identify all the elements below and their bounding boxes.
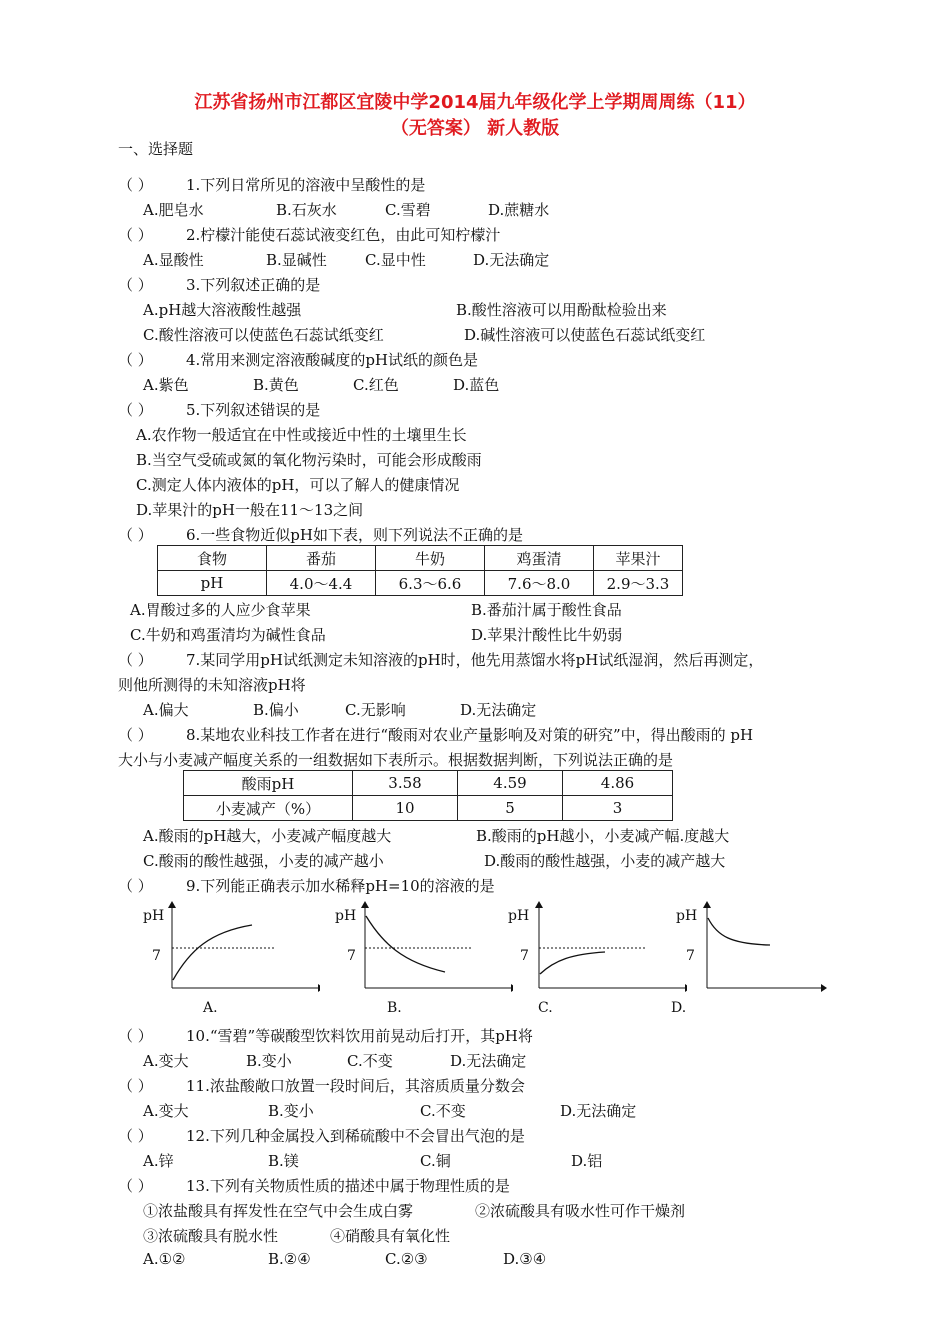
q10-option-d: D.无法确定 <box>450 1052 527 1070</box>
q9-stem: 9.下列能正确表示加水稀释pH=10的溶液的是 <box>186 877 495 895</box>
q8-option-d: D.酸雨的酸性越强，小麦的减产越大 <box>484 852 726 870</box>
table-cell: 3.58 <box>353 771 458 796</box>
graph-c-label: C. <box>538 1000 553 1016</box>
q11-option-b: B.变小 <box>268 1102 314 1120</box>
q12-stem: 12.下列几种金属投入到稀硫酸中不会冒出气泡的是 <box>186 1127 525 1145</box>
table-cell: 牛奶 <box>376 546 485 571</box>
q12-option-c: C.铜 <box>420 1152 451 1170</box>
q3-option-c: C.酸性溶液可以使蓝色石蕊试纸变红 <box>143 326 384 344</box>
q6-option-d: D.苹果汁酸性比牛奶弱 <box>471 626 623 644</box>
q1-option-a: A.肥皂水 <box>143 201 204 219</box>
q11-option-a: A.变大 <box>143 1102 189 1120</box>
table-cell: 7.6～8.0 <box>485 571 594 596</box>
q4-stem: 4.常用来测定溶液酸碱度的pH试纸的颜色是 <box>186 351 478 369</box>
q12-option-b: B.镁 <box>268 1152 299 1170</box>
table-row <box>158 546 683 571</box>
table-row <box>184 771 673 796</box>
table-cell: 4.59 <box>458 771 563 796</box>
table-cell: 2.9～3.3 <box>594 571 683 596</box>
q1-option-c: C.雪碧 <box>385 201 431 219</box>
q3-option-d: D.碱性溶液可以使蓝色石蕊试纸变红 <box>464 326 706 344</box>
graph-d <box>675 900 855 995</box>
graph-b <box>333 900 513 995</box>
q7-option-a: A.偏大 <box>143 701 189 719</box>
graph-d-label: D. <box>671 1000 687 1016</box>
q13-option-c: C.②③ <box>385 1250 428 1268</box>
q1-option-b: B.石灰水 <box>276 201 337 219</box>
table-cell: 4.0～4.4 <box>267 571 376 596</box>
q5-option-d: D.苹果汁的pH一般在11～13之间 <box>136 501 364 519</box>
q4-option-c: C.红色 <box>353 376 399 394</box>
q13-option-b: B.②④ <box>268 1250 311 1268</box>
table-cell: 3 <box>563 796 673 821</box>
q3-option-b: B.酸性溶液可以用酚酞检验出来 <box>456 301 667 319</box>
q8-option-b: B.酸雨的pH越小，小麦减产幅.度越大 <box>476 827 730 845</box>
graph-a-label: A. <box>203 1000 218 1016</box>
q7-option-c: C.无影响 <box>345 701 406 719</box>
answer-blank: （ ） <box>118 1077 153 1095</box>
q13-statement-3: ③浓硫酸具有脱水性 <box>143 1227 279 1245</box>
answer-blank: （ ） <box>118 651 153 669</box>
table-cell: 5 <box>458 796 563 821</box>
answer-blank: （ ） <box>118 877 153 895</box>
q13-statement-1: ①浓盐酸具有挥发性在空气中会生成白雾 <box>143 1202 414 1220</box>
table-cell: 4.86 <box>563 771 673 796</box>
q10-option-a: A.变大 <box>143 1052 189 1070</box>
q1-option-d: D.蔗糖水 <box>488 201 550 219</box>
acid-rain-table <box>183 770 673 821</box>
graph-d-seven: 7 <box>686 948 695 964</box>
answer-blank: （ ） <box>118 1177 153 1195</box>
table-cell: 6.3～6.6 <box>376 571 485 596</box>
graph-a-ylabel: pH <box>143 908 165 924</box>
q6-option-b: B.番茄汁属于酸性食品 <box>471 601 622 619</box>
table-cell: 番茄 <box>267 546 376 571</box>
q8-option-a: A.酸雨的pH越大，小麦减产幅度越大 <box>143 827 392 845</box>
q3-option-a: A.pH越大溶液酸性越强 <box>143 301 302 319</box>
graph-b-seven: 7 <box>347 948 356 964</box>
table-cell: 苹果汁 <box>594 546 683 571</box>
q8-stem-line-2: 大小与小麦减产幅度关系的一组数据如下表所示。根据数据判断，下列说法正确的是 <box>118 751 674 769</box>
q11-option-d: D.无法确定 <box>560 1102 637 1120</box>
q12-option-a: A.锌 <box>143 1152 174 1170</box>
q2-option-a: A.显酸性 <box>143 251 204 269</box>
q3-stem: 3.下列叙述正确的是 <box>186 276 321 294</box>
q6-option-c: C.牛奶和鸡蛋清均为碱性食品 <box>130 626 326 644</box>
q12-option-d: D.铝 <box>571 1152 603 1170</box>
q7-option-b: B.偏小 <box>253 701 299 719</box>
table-cell: 10 <box>353 796 458 821</box>
table-cell: 食物 <box>158 546 267 571</box>
q13-statement-2: ②浓硫酸具有吸水性可作干燥剂 <box>475 1202 686 1220</box>
answer-blank: （ ） <box>118 276 153 294</box>
q2-option-d: D.无法确定 <box>473 251 550 269</box>
graph-c-ylabel: pH <box>508 908 530 924</box>
answer-blank: （ ） <box>118 351 153 369</box>
table-cell: 酸雨pH <box>184 771 353 796</box>
table-row <box>184 796 673 821</box>
q1-stem: 1.下列日常所见的溶液中呈酸性的是 <box>186 176 426 194</box>
q11-option-c: C.不变 <box>420 1102 466 1120</box>
q10-option-c: C.不变 <box>347 1052 393 1070</box>
title-line-2: （无答案） 新人教版 <box>390 118 560 139</box>
q2-option-c: C.显中性 <box>365 251 426 269</box>
q13-option-d: D.③④ <box>503 1250 547 1268</box>
title-line-1: 江苏省扬州市江都区宜陵中学2014届九年级化学上学期周周练（11） <box>194 92 756 113</box>
graph-a-seven: 7 <box>152 948 161 964</box>
answer-blank: （ ） <box>118 726 153 744</box>
q7-stem-line-2: 则他所测得的未知溶液pH将 <box>118 676 306 694</box>
table-cell: 小麦减产（%） <box>184 796 353 821</box>
answer-blank: （ ） <box>118 226 153 244</box>
q4-option-a: A.紫色 <box>143 376 189 394</box>
answer-blank: （ ） <box>118 1127 153 1145</box>
graph-b-label: B. <box>387 1000 402 1016</box>
q6-stem: 6.一些食物近似pH如下表，则下列说法不正确的是 <box>186 526 523 544</box>
q2-option-b: B.显碱性 <box>266 251 327 269</box>
q6-option-a: A.胃酸过多的人应少食苹果 <box>130 601 311 619</box>
answer-blank: （ ） <box>118 1027 153 1045</box>
q13-option-a: A.①② <box>143 1250 186 1268</box>
graph-d-ylabel: pH <box>676 908 698 924</box>
q8-stem-line-1: 8.某地农业科技工作者在进行“酸雨对农业产量影响及对策的研究”中，得出酸雨的 pH <box>186 726 754 744</box>
q4-option-d: D.蓝色 <box>453 376 500 394</box>
graph-a <box>140 900 320 995</box>
q5-option-a: A.农作物一般适宜在中性或接近中性的土壤里生长 <box>136 426 467 444</box>
answer-blank: （ ） <box>118 176 153 194</box>
graph-b-ylabel: pH <box>335 908 357 924</box>
q5-stem: 5.下列叙述错误的是 <box>186 401 321 419</box>
graph-c <box>507 900 687 995</box>
section-heading: 一、选择题 <box>118 140 194 158</box>
q8-option-c: C.酸雨的酸性越强，小麦的减产越小 <box>143 852 384 870</box>
q7-stem-line-1: 7.某同学用pH试纸测定未知溶液的pH时，他先用蒸馏水将pH试纸湿润，然后再测定， <box>186 651 764 669</box>
q13-statement-4: ④硝酸具有氧化性 <box>330 1227 451 1245</box>
graph-c-seven: 7 <box>520 948 529 964</box>
q13-stem: 13.下列有关物质性质的描述中属于物理性质的是 <box>186 1177 510 1195</box>
q10-stem: 10.“雪碧”等碳酸型饮料饮用前晃动后打开，其pH将 <box>186 1027 533 1045</box>
q11-stem: 11.浓盐酸敞口放置一段时间后，其溶质质量分数会 <box>186 1077 525 1095</box>
table-cell: 鸡蛋清 <box>485 546 594 571</box>
q2-stem: 2.柠檬汁能使石蕊试液变红色，由此可知柠檬汁 <box>186 226 501 244</box>
q10-option-b: B.变小 <box>246 1052 292 1070</box>
food-ph-table <box>157 545 683 596</box>
answer-blank: （ ） <box>118 401 153 419</box>
q5-option-c: C.测定人体内液体的pH，可以了解人的健康情况 <box>136 476 460 494</box>
answer-blank: （ ） <box>118 526 153 544</box>
q7-option-d: D.无法确定 <box>460 701 537 719</box>
table-cell: pH <box>158 571 267 596</box>
q5-option-b: B.当空气受硫或氮的氧化物污染时，可能会形成酸雨 <box>136 451 482 469</box>
q4-option-b: B.黄色 <box>253 376 299 394</box>
table-row <box>158 571 683 596</box>
